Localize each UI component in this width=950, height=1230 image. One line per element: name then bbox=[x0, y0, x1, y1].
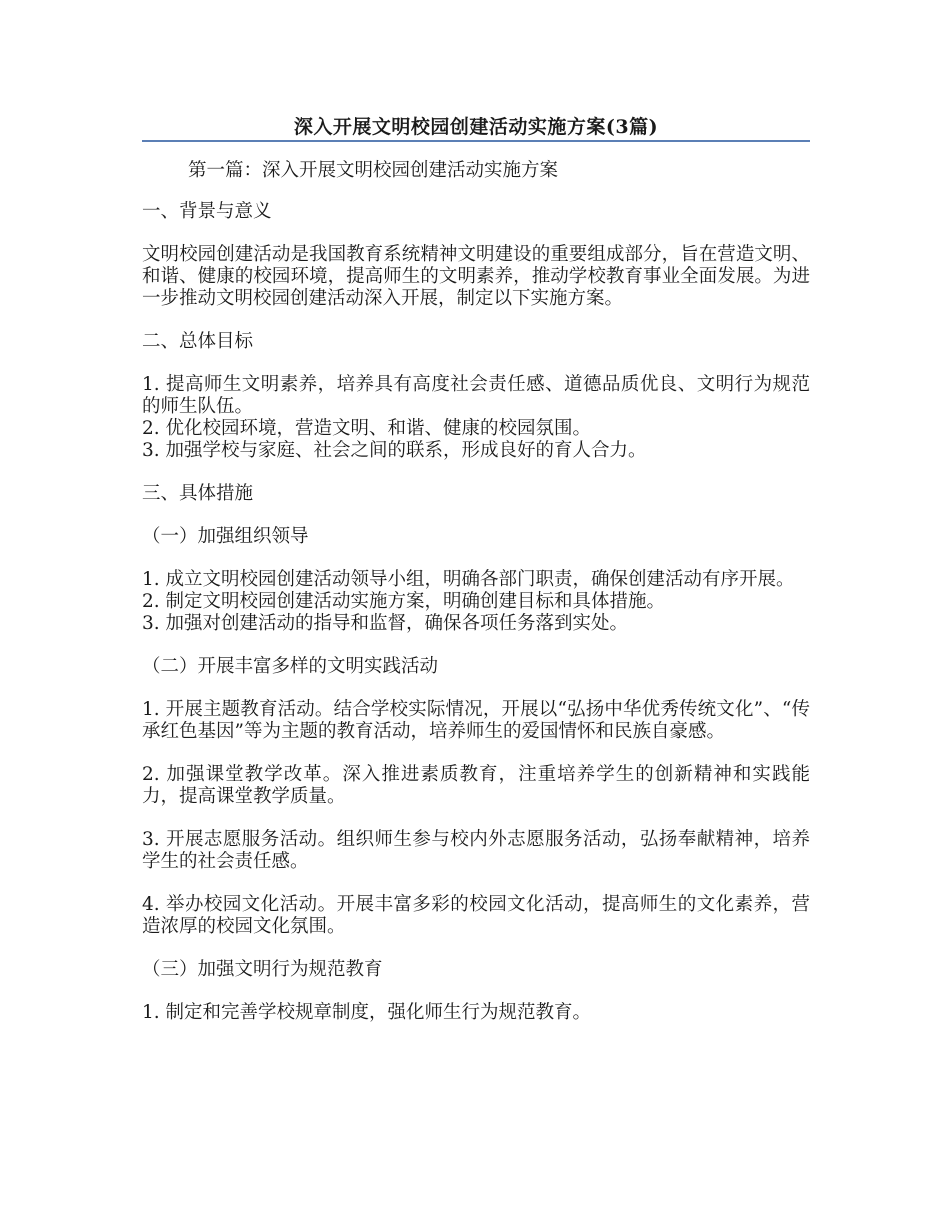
activity-item: 2. 加强课堂教学改革。深入推进素质教育，注重培养学生的创新精神和实践能力，提高课堂教学质量。 bbox=[142, 764, 810, 807]
measure-item: 1. 成立文明校园创建活动领导小组，明确各部门职责，确保创建活动有序开展。 bbox=[142, 569, 795, 590]
subsection-heading-activities: （二）开展丰富多样的文明实践活动 bbox=[142, 656, 439, 677]
subsection-heading-conduct: （三）加强文明行为规范教育 bbox=[142, 959, 383, 980]
title-underline bbox=[142, 140, 810, 142]
activity-item: 3. 开展志愿服务活动。组织师生参与校内外志愿服务活动，弘扬奉献精神，培养学生的社会责任感。 bbox=[142, 829, 810, 872]
document-title: 深入开展文明校园创建活动实施方案(3篇) bbox=[293, 116, 659, 138]
activity-item: 4. 举办校园文化活动。开展丰富多彩的校园文化活动，提高师生的文化素养，营造浓厚的校园文化氛围。 bbox=[142, 894, 810, 937]
section-heading-background: 一、背景与意义 bbox=[142, 201, 272, 222]
activity-item: 1. 开展主题教育活动。结合学校实际情况，开展以“弘扬中华优秀传统文化”、“传承红色基因”等为主题的教育活动，培养师生的爱国情怀和民族自豪感。 bbox=[142, 699, 810, 742]
conduct-item: 1. 制定和完善学校规章制度，强化师生行为规范教育。 bbox=[142, 1002, 592, 1023]
background-paragraph: 文明校园创建活动是我国教育系统精神文明建设的重要组成部分，旨在营造文明、和谐、健康的校园环境，提高师生的文明素养，推动学校教育事业全面发展。为进一步推动文明校园创建活动深入开展，制定以下实施方案。 bbox=[142, 244, 810, 309]
document-subtitle: 第一篇：深入开展文明校园创建活动实施方案 bbox=[188, 160, 559, 181]
goal-item: 3. 加强学校与家庭、社会之间的联系，形成良好的育人合力。 bbox=[142, 440, 647, 461]
goal-item: 2. 优化校园环境，营造文明、和谐、健康的校园氛围。 bbox=[142, 418, 592, 439]
measure-item: 2. 制定文明校园创建活动实施方案，明确创建目标和具体措施。 bbox=[142, 591, 666, 612]
measure-item: 3. 加强对创建活动的指导和监督，确保各项任务落到实处。 bbox=[142, 613, 629, 634]
section-heading-measures: 三、具体措施 bbox=[142, 483, 254, 504]
section-heading-goals: 二、总体目标 bbox=[142, 331, 254, 352]
goal-item: 1. 提高师生文明素养，培养具有高度社会责任感、道德品质优良、文明行为规范的师生队伍。 bbox=[142, 374, 810, 417]
subsection-heading-leadership: （一）加强组织领导 bbox=[142, 526, 309, 547]
document-body bbox=[142, 160, 810, 1024]
